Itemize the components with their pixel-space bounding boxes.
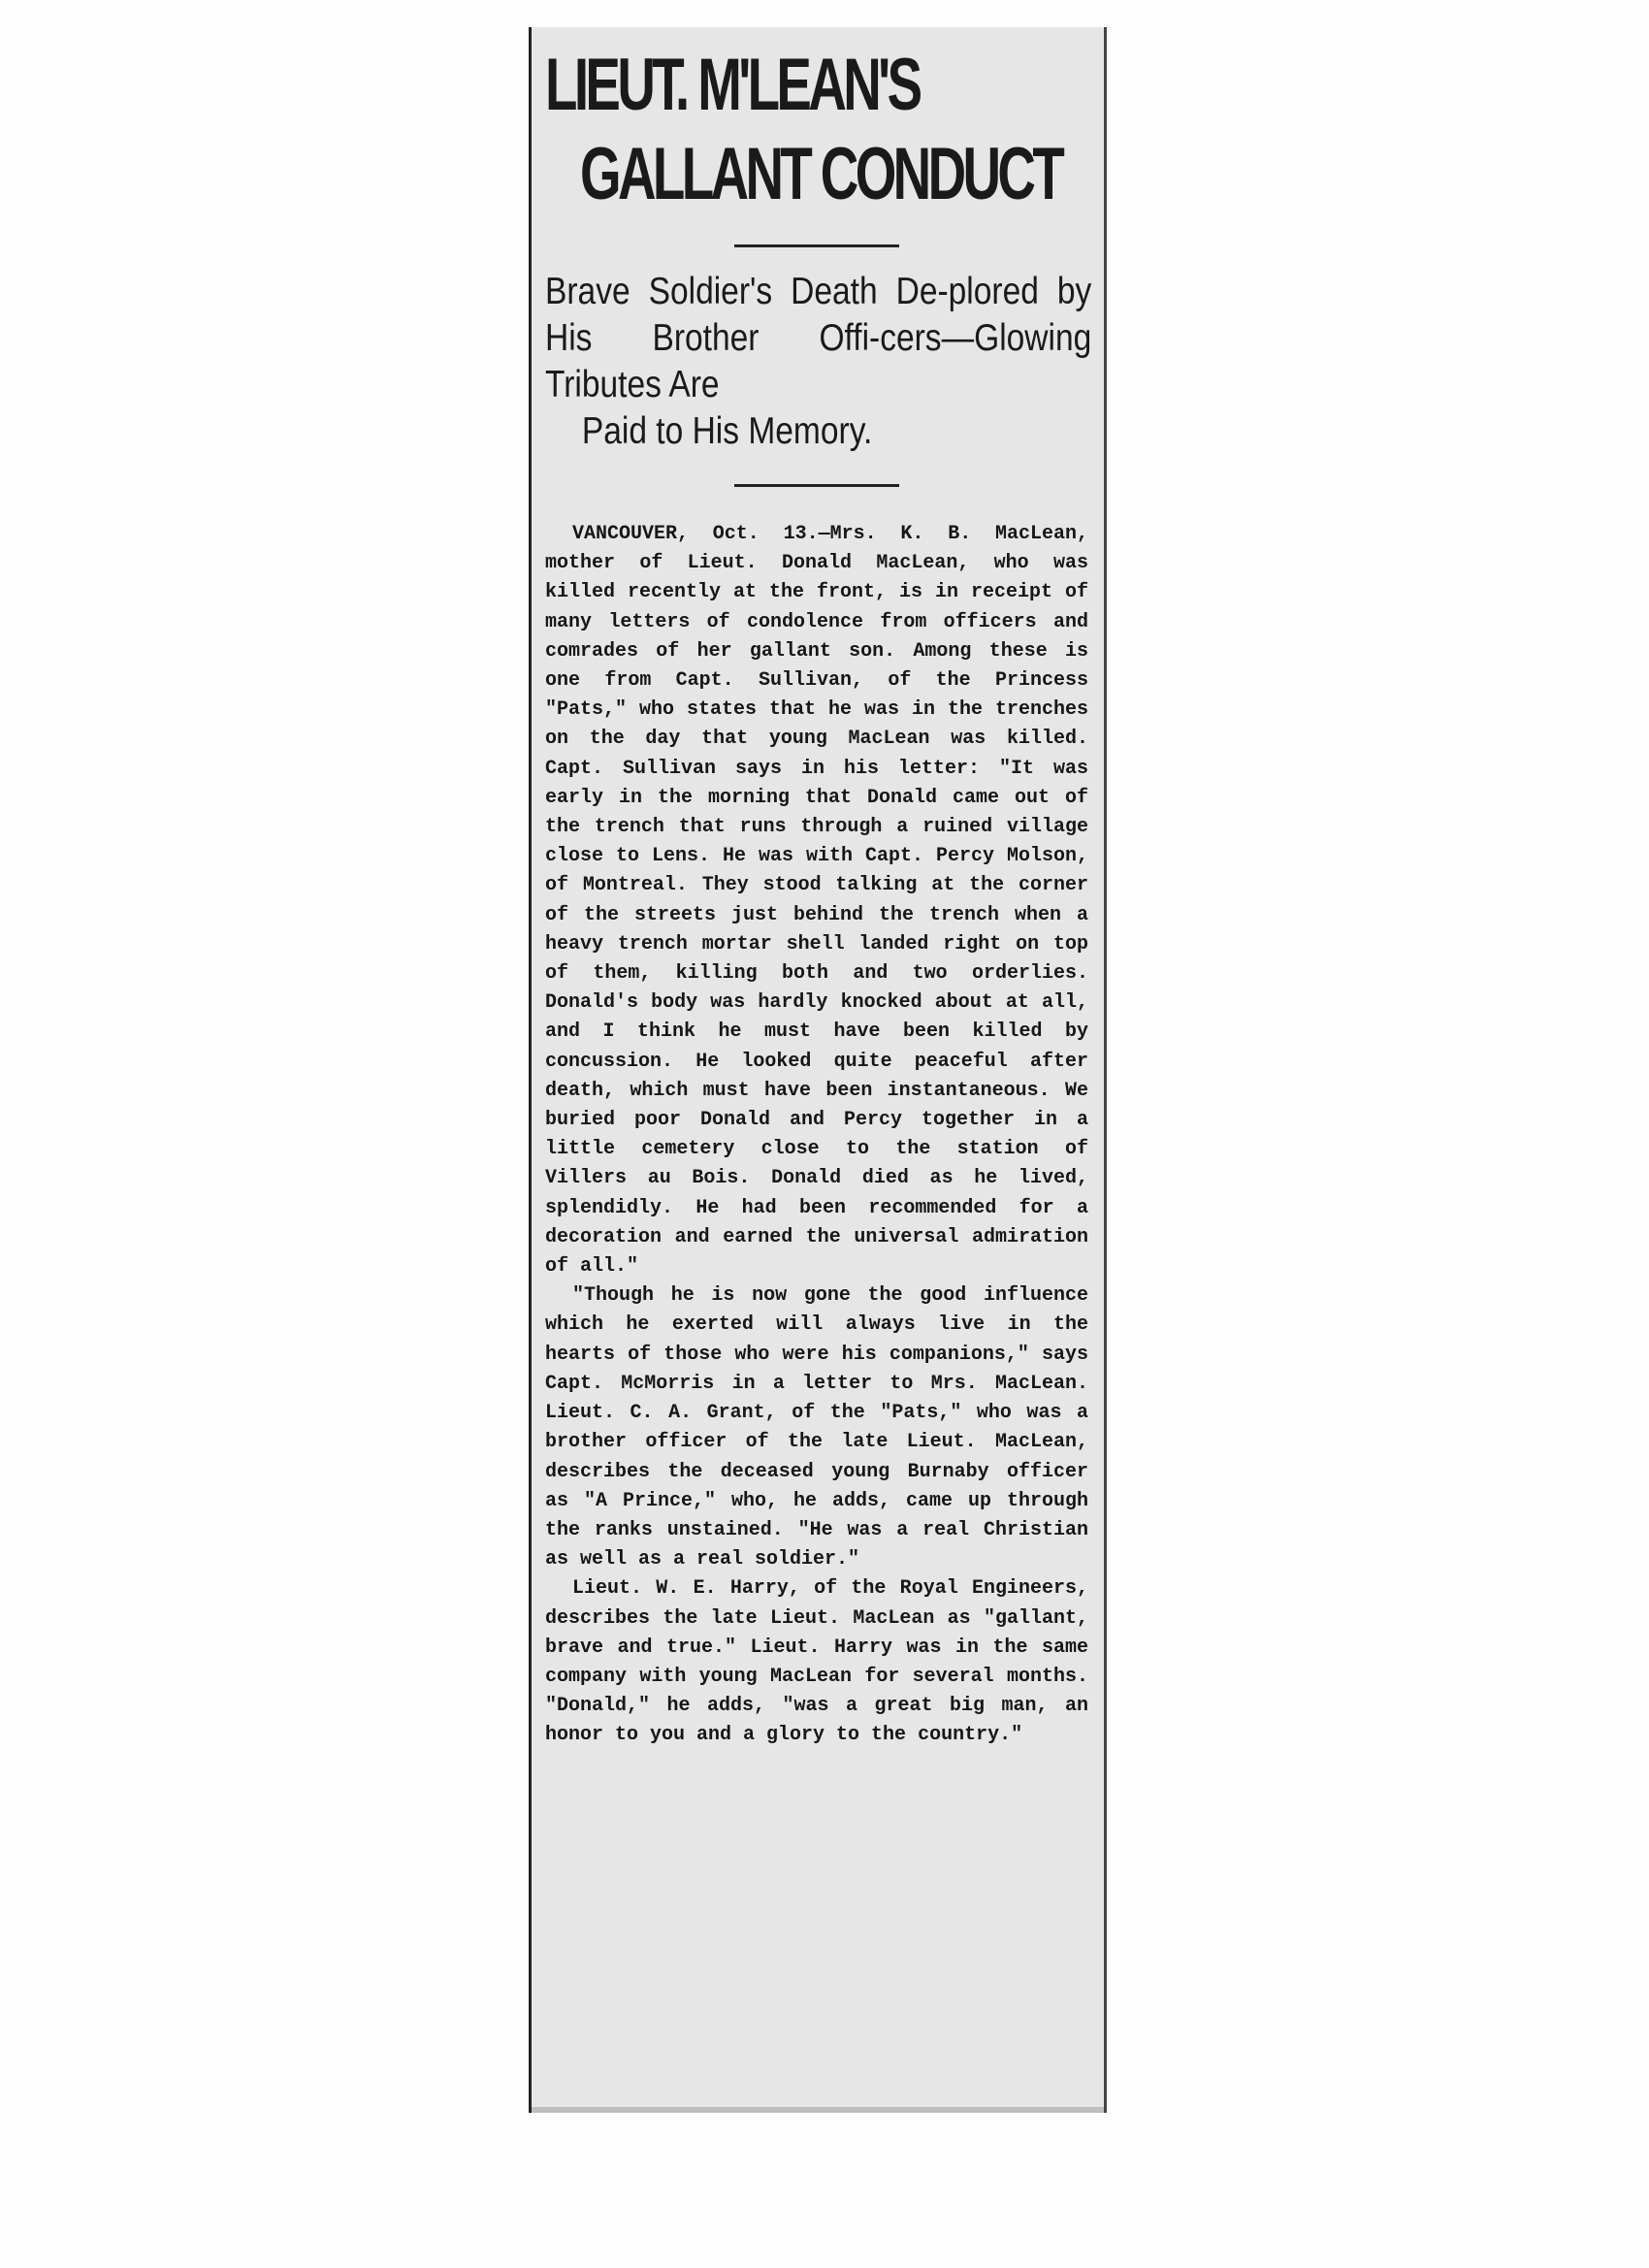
article-paragraph <box>545 520 1088 1281</box>
article-paragraph: "Though he is now gone the good influence which he exerted will always live in the hearts of those who were his companions," says Capt. McMorris in a letter to Mrs. MacLean. Lieut. C. A. Grant, of the "Pats," who was a brother officer of the late Lieut. MacLean, describes the deceased young Burnaby officer as "A Prince," who, he adds, came up through the ranks unstained. "He was a real Christian as well as a real soldier." <box>545 1284 1088 1571</box>
paragraph-text: —Mrs. K. B. MacLean, mother of Lieut. Donald MacLean, who was killed recently at the front, is in receipt of many letters of condolence from officers and comrades of her gallant son. Among these is one from Capt. Sullivan, of the Princess "Pats," who states that he was in the trenches on the day that young MacLean was killed. Capt. Sullivan says in his letter: "It was early in the morning that Donald came out of the trench that runs through a ruined village close to Lens. He was with Capt. Percy Molson, of Montreal. They stood talking at the corner of the streets just behind the trench when a heavy trench mortar shell landed right on top of them, killing both and two orderlies. Donald's body was hardly knocked about at all, and I think he must have been killed by concussion. He looked quite peaceful after death, which must have been instantaneous. We buried poor Donald and Percy together in a little cemetery close to the station of Villers au Bois. Donald died as he lived, splendidly. He had been recommended for a decoration and earned the universal admiration of all." <box>545 523 1088 1279</box>
article-body <box>545 520 1088 1751</box>
headline-line-1: LIEUT. M'LEAN'S <box>545 44 920 126</box>
divider-rule <box>734 244 899 247</box>
divider-rule <box>734 484 899 487</box>
newspaper-clipping <box>529 27 1107 2113</box>
dateline: VANCOUVER, Oct. 13. <box>572 523 819 545</box>
subheadline-last-line: Paid to His Memory. <box>581 410 873 452</box>
subheadline-main: Brave Soldier's Death De-plored by His Brother Offi-cers—Glowing Tributes Are <box>545 271 1092 405</box>
article-paragraph: Lieut. W. E. Harry, of the Royal Engineers, describes the late Lieut. MacLean as "gallant, brave and true." Lieut. Harry was in the same company with young MacLean for several months. "Donald," he adds, "was a great big man, an honor to you and a glory to the country." <box>545 1577 1088 1747</box>
headline-line-2: GALLANT CONDUCT <box>580 133 1062 215</box>
clipping-bottom-edge <box>532 2107 1104 2113</box>
subheadline <box>545 269 1091 455</box>
headline <box>545 41 1076 219</box>
